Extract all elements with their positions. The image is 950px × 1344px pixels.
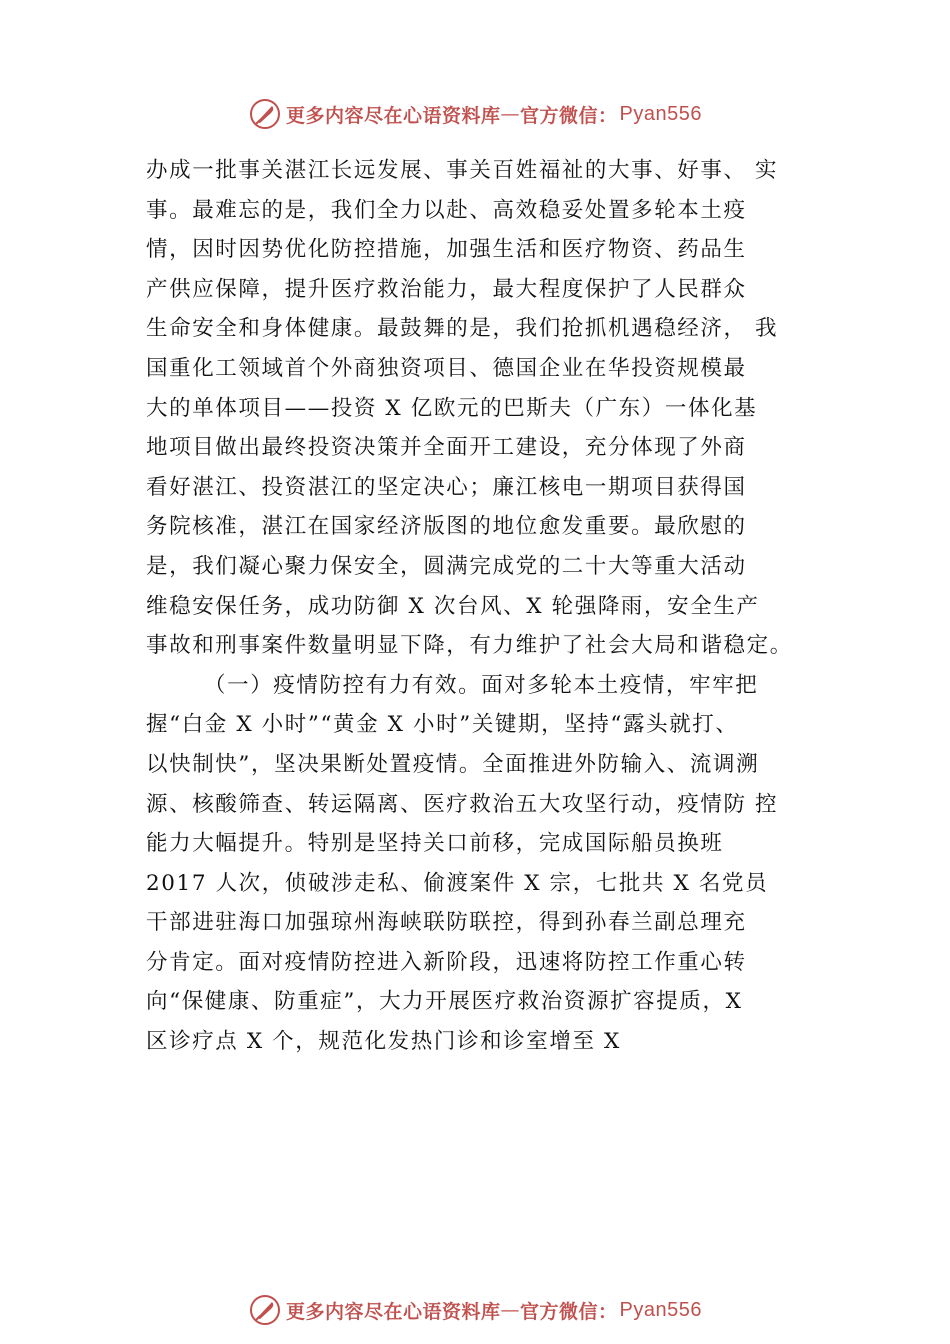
text-line: 区诊疗点 X 个，规范化发热门诊和诊室增至 X	[146, 1029, 621, 1055]
document-body	[146, 151, 836, 1062]
text-line: 分肯定。面对疫情防控进入新阶段，迅速将防控工作重心转	[146, 949, 747, 975]
text-line: 向“保健康、防重症”，大力开展医疗救治资源扩容提质，X	[146, 989, 743, 1015]
text-line: 产供应保障，提升医疗救治能力，最大程度保护了人民群众	[146, 276, 747, 302]
quill-logo-icon	[248, 97, 282, 131]
text-line: 干部进驻海口加强琼州海峡联防联控，得到孙春兰副总理充	[146, 910, 747, 936]
text-line: 事。最难忘的是，我们全力以赴、高效稳妥处置多轮本土疫	[146, 197, 747, 223]
watermark-main-text: 更多内容尽在心语资料库	[286, 1300, 501, 1323]
watermark-separator: —	[500, 1299, 521, 1321]
watermark-wechat-id: Pyan556	[619, 1298, 702, 1321]
text-line: 地项目做出最终投资决策并全面开工建设，充分体现了外商	[146, 435, 747, 461]
text-line: 办成一批事关湛江长远发展、事关百姓福祉的大事、好事、 实	[146, 158, 779, 183]
text-line: 是，我们凝心聚力保安全，圆满完成党的二十大等重大活动	[146, 553, 747, 579]
watermark-label: 官方微信：	[520, 104, 618, 127]
text-line: 2017 人次，侦破涉走私、偷渡案件 X 宗，七批共 X 名党员	[146, 870, 769, 896]
text-line: 生命安全和身体健康。最鼓舞的是，我们抢抓机遇稳经济， 我	[146, 316, 779, 342]
text-line: 握“白金 X 小时”“黄金 X 小时”关键期，坚持“露头就打、	[146, 712, 739, 738]
text-line: 以快制快”，坚决果断处置疫情。全面推进外防输入、流调溯	[146, 751, 760, 777]
footer-watermark	[0, 1290, 950, 1330]
text-line: 能力大幅提升。特别是坚持关口前移，完成国际船员换班	[146, 831, 724, 857]
text-line: 源、核酸筛查、转运隔离、医疗救治五大攻坚行动，疫情防 控	[146, 791, 779, 817]
header-watermark	[0, 94, 950, 134]
watermark-separator: —	[500, 103, 521, 125]
text-line: 务院核准，湛江在国家经济版图的地位愈发重要。最欣慰的	[146, 514, 747, 540]
watermark-label: 官方微信：	[520, 1300, 618, 1323]
section-heading-line: （一）疫情防控有力有效。面对多轮本土疫情，牢牢把	[204, 672, 759, 698]
text-line: 大的单体项目——投资 X 亿欧元的巴斯夫（广东）一体化基	[146, 395, 758, 421]
text-line: 情，因时因势优化防控措施，加强生活和医疗物资、药品生	[146, 237, 747, 263]
text-line: 国重化工领域首个外商独资项目、德国企业在华投资规模最	[146, 355, 747, 381]
text-line: 事故和刑事案件数量明显下降，有力维护了社会大局和谐稳定。	[146, 633, 793, 659]
watermark-wechat-id: Pyan556	[619, 102, 702, 125]
quill-logo-icon	[248, 1293, 282, 1327]
text-line: 看好湛江、投资湛江的坚定决心；廉江核电一期项目获得国	[146, 474, 747, 500]
text-line: 维稳安保任务，成功防御 X 次台风、X 轮强降雨，安全生产	[146, 593, 760, 619]
watermark-main-text: 更多内容尽在心语资料库	[286, 104, 501, 127]
